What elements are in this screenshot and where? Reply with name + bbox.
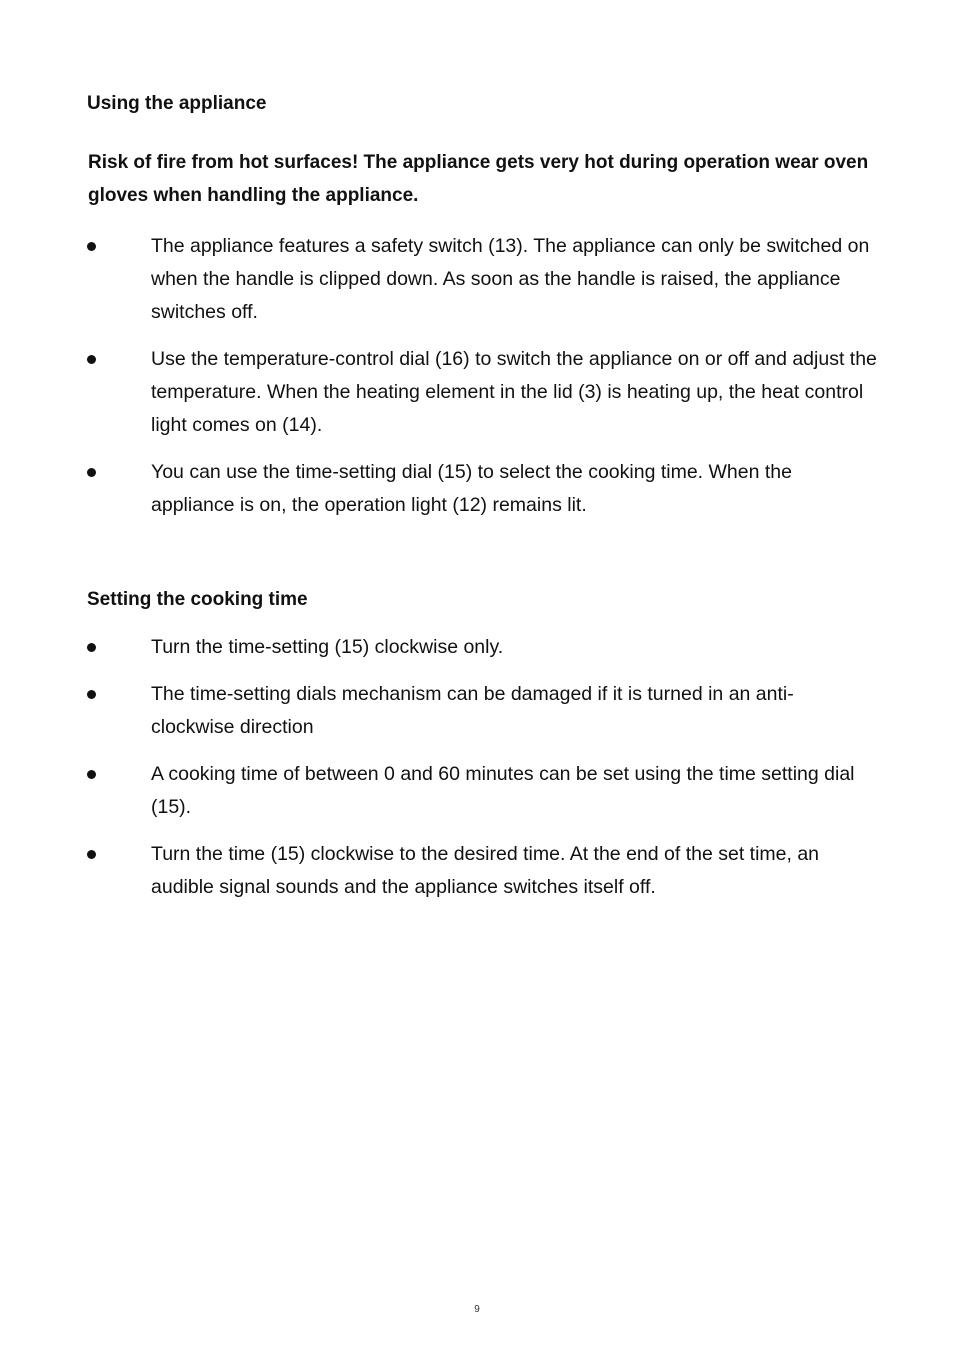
list-item [87,758,877,824]
list-item [87,838,877,904]
bullet-icon [87,690,96,699]
list-item-text: The time-setting dials mechanism can be damaged if it is turned in an anti-clockwise direction [151,683,794,738]
list-item [87,631,877,664]
list-item [87,343,877,442]
bullet-icon [87,643,96,652]
bullet-icon [87,850,96,859]
section-heading-using-the-appliance: Using the appliance [87,93,267,114]
list-item-text: Use the temperature-control dial (16) to switch the appliance on or off and adjust the temperature. When the heating element in the lid (3) is heating up, the heat control light comes on (14). [151,348,877,436]
list-item-text: A cooking time of between 0 and 60 minutes can be set using the time setting dial (15). [151,763,855,818]
usage-bullet-list [87,230,877,536]
list-item [87,678,877,744]
fire-risk-warning: Risk of fire from hot surfaces! The appliance gets very hot during operation wear oven gloves when handling the appliance. [88,152,869,206]
list-item-text: You can use the time-setting dial (15) to select the cooking time. When the appliance is on, the operation light (12) remains lit. [151,461,792,516]
list-item [87,230,877,329]
bullet-icon [87,355,96,364]
list-item-text: Turn the time (15) clockwise to the desired time. At the end of the set time, an audible signal sounds and the appliance switches itself off. [151,843,820,898]
bullet-icon [87,242,96,251]
section-heading-setting-cooking-time: Setting the cooking time [87,589,308,610]
list-item-text: The appliance features a safety switch (13). The appliance can only be switched on when the handle is clipped down. As soon as the handle is raised, the appliance switches off. [151,235,870,323]
bullet-icon [87,770,96,779]
page-number: 9 [474,1304,480,1315]
cooking-time-bullet-list [87,631,877,918]
list-item-text: Turn the time-setting (15) clockwise only. [151,636,504,658]
bullet-icon [87,468,96,477]
list-item [87,456,877,522]
